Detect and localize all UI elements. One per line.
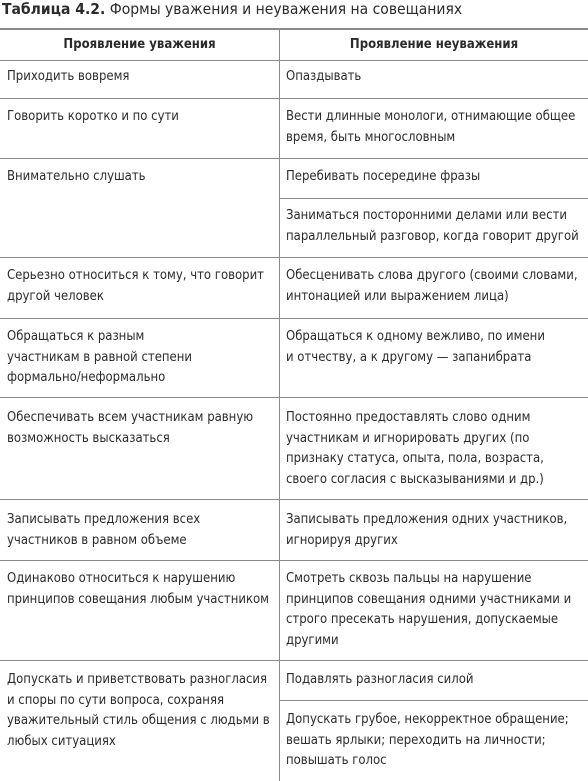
cell-disrespect: Обесценивать слова другого (своими словами, интонацией или выражением лица): [286, 268, 578, 304]
cell-respect: Приходить вовремя: [7, 69, 130, 84]
cell-respect: Серьезно относиться к тому, что говорит другой человек: [7, 268, 264, 304]
cell-respect: Записывать предложения всех участников в равном объеме: [7, 512, 201, 548]
row-divider: [0, 98, 588, 99]
cell-respect: Допускать и приветствовать разногласия и споры по сути вопроса, сохраняя уважительный стиль общения с людьми в любых ситуациях: [7, 672, 270, 749]
cell-disrespect: Опаздывать: [286, 69, 362, 84]
header-divider: [0, 60, 588, 61]
row-divider: [0, 560, 588, 561]
cell-disrespect: Записывать предложения одних участников, игнорируя других: [286, 512, 568, 548]
cell-respect: Обеспечивать всем участникам равную возможность высказаться: [7, 410, 254, 446]
cell-disrespect: Постоянно предоставлять слово одним участникам и игнорировать других (по признаку статуса, опыта, пола, возраста, своего согласия с высказываниями и др.): [286, 410, 544, 487]
cell-respect: Одинаково относиться к нарушению принципов совещания любым участником: [7, 571, 269, 607]
cell-disrespect: Подавлять разногласия силой: [286, 672, 474, 687]
header-respect: Проявление уважения: [63, 37, 216, 52]
row-divider: [0, 499, 588, 500]
table-title: Формы уважения и неуважения на совещаниях: [109, 0, 463, 18]
cell-disrespect: Обращаться к одному вежливо, по имени и отчеству, а к другому — запанибрата: [286, 329, 545, 365]
subrow-divider: [279, 700, 588, 701]
subrow-divider: [279, 198, 588, 199]
cell-disrespect: Смотреть сквозь пальцы на нарушение принципов совещания одними участниками и строго пресекать нарушения, допускаемые другими: [286, 571, 572, 648]
cell-disrespect: Перебивать посередине фразы: [286, 169, 481, 184]
cell-disrespect: Вести длинные монологи, отнимающие общее время, быть многословным: [286, 109, 576, 145]
cell-disrespect: Допускать грубое, некорректное обращение; вешать ярлыки; переходить на личности; повышать голос: [286, 712, 569, 768]
cell-respect: Внимательно слушать: [7, 169, 146, 184]
cell-respect: Говорить коротко и по сути: [7, 109, 179, 124]
table-caption: [2, 0, 588, 22]
row-divider: [0, 397, 588, 398]
column-divider: [279, 29, 280, 781]
table-number: Таблица 4.2.: [2, 0, 106, 18]
header-disrespect: Проявление неуважения: [349, 37, 519, 52]
table-top-border: [0, 28, 588, 30]
row-divider: [0, 257, 588, 258]
row-divider: [0, 158, 588, 159]
cell-disrespect: Заниматься посторонними делами или вести параллельный разговор, когда говорит другой: [286, 208, 579, 244]
cell-respect: Обращаться к разным участникам в равной степени формально/неформально: [7, 329, 192, 385]
row-divider: [0, 660, 588, 661]
row-divider: [0, 318, 588, 319]
